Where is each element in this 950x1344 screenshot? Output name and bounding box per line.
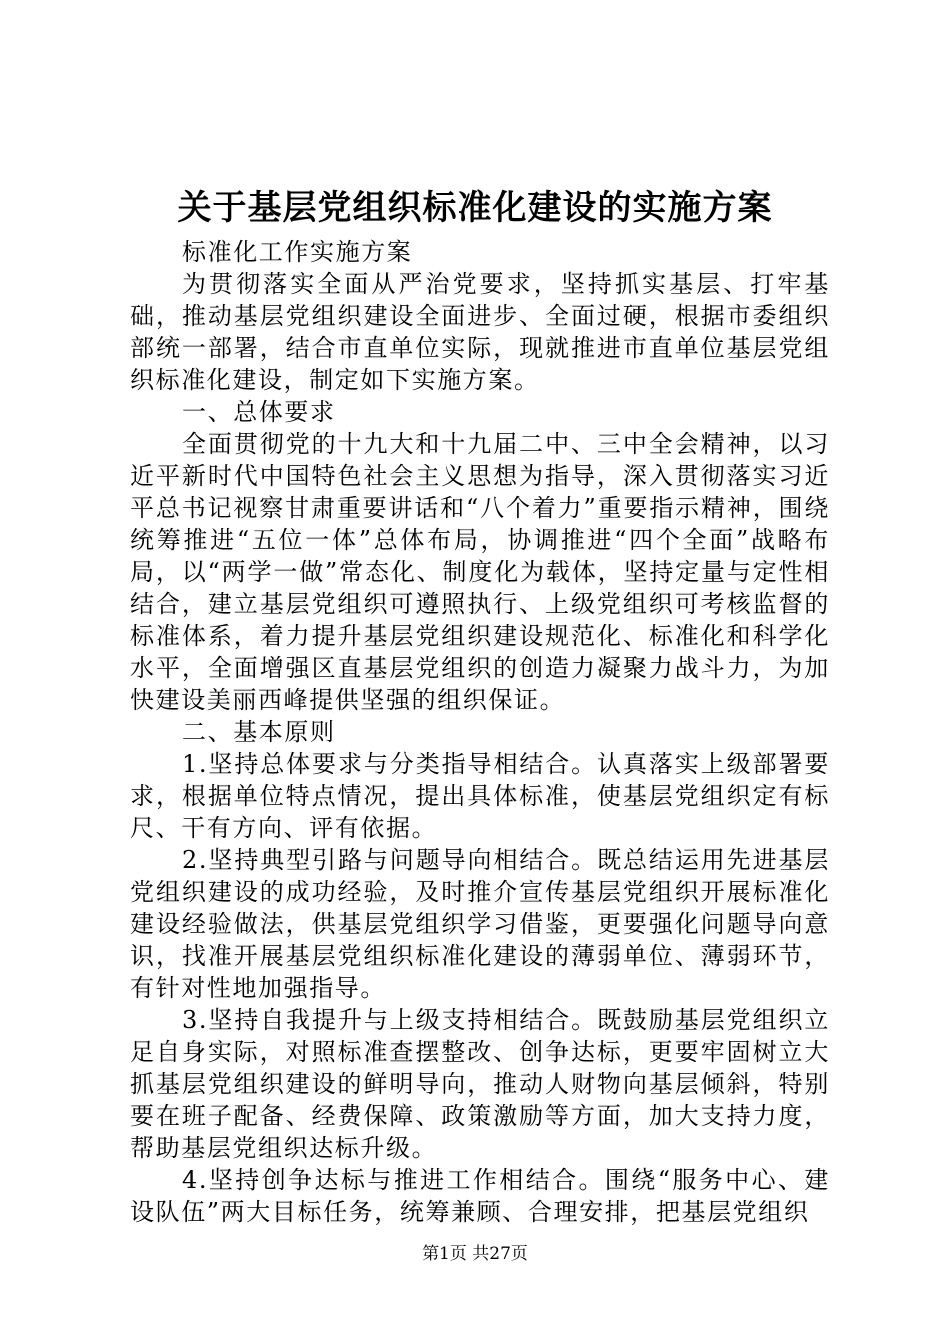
section-heading-basic-principles: 二、基本原则 <box>182 718 336 746</box>
principle-1-paragraph: 1.坚持总体要求与分类指导相结合。认真落实上级部署要求，根据单位特点情况，提出具体标准，使基层党组织定有标尺、干有方向、评有依据。 <box>130 750 830 842</box>
intro-paragraph: 为贯彻落实全面从严治党要求，坚持抓实基层、打牢基础，推动基层党组织建设全面进步、全面过硬，根据市委组织部统一部署，结合市直单位实际，现就推进市直单位基层党组织标准化建设，制定如下实施方案。 <box>130 270 830 394</box>
principle-3-paragraph: 3.坚持自我提升与上级支持相结合。既鼓励基层党组织立足自身实际，对照标准查摆整改、创争达标，更要牢固树立大抓基层党组织建设的鲜明导向，推动人财物向基层倾斜，特别要在班子配备、经费保障、政策激励等方面，加大支持力度，帮助基层党组织达标升级。 <box>130 1006 830 1162</box>
page-number-footer: 第1页 共27页 <box>422 1244 528 1264</box>
document-body <box>130 236 830 1228</box>
principle-2-paragraph: 2.坚持典型引路与问题导向相结合。既总结运用先进基层党组织建设的成功经验，及时推介宣传基层党组织开展标准化建设经验做法，供基层党组织学习借鉴，更要强化问题导向意识，找准开展基层党组织标准化建设的薄弱单位、薄弱环节，有针对性地加强指导。 <box>130 846 830 1002</box>
section-heading-general-requirements: 一、总体要求 <box>182 398 336 426</box>
subtitle-paragraph: 标准化工作实施方案 <box>182 238 413 266</box>
document-title: 关于基层党组织标准化建设的实施方案 <box>177 188 773 228</box>
principle-4-paragraph: 4.坚持创争达标与推进工作相结合。围绕“服务中心、建设队伍”两大目标任务，统筹兼顾、合理安排，把基层党组织 <box>130 1166 830 1226</box>
general-requirements-paragraph: 全面贯彻党的十九大和十九届二中、三中全会精神，以习近平新时代中国特色社会主义思想为指导，深入贯彻落实习近平总书记视察甘肃重要讲话和“八个着力”重要指示精神，围绕统筹推进“五位一体”总体布局，协调推进“四个全面”战略布局，以“两学一做”常态化、制度化为载体，坚持定量与定性相结合，建立基层党组织可遵照执行、上级党组织可考核监督的标准体系，着力提升基层党组织建设规范化、标准化和科学化水平，全面增强区直基层党组织的创造力凝聚力战斗力，为加快建设美丽西峰提供坚强的组织保证。 <box>130 430 830 714</box>
